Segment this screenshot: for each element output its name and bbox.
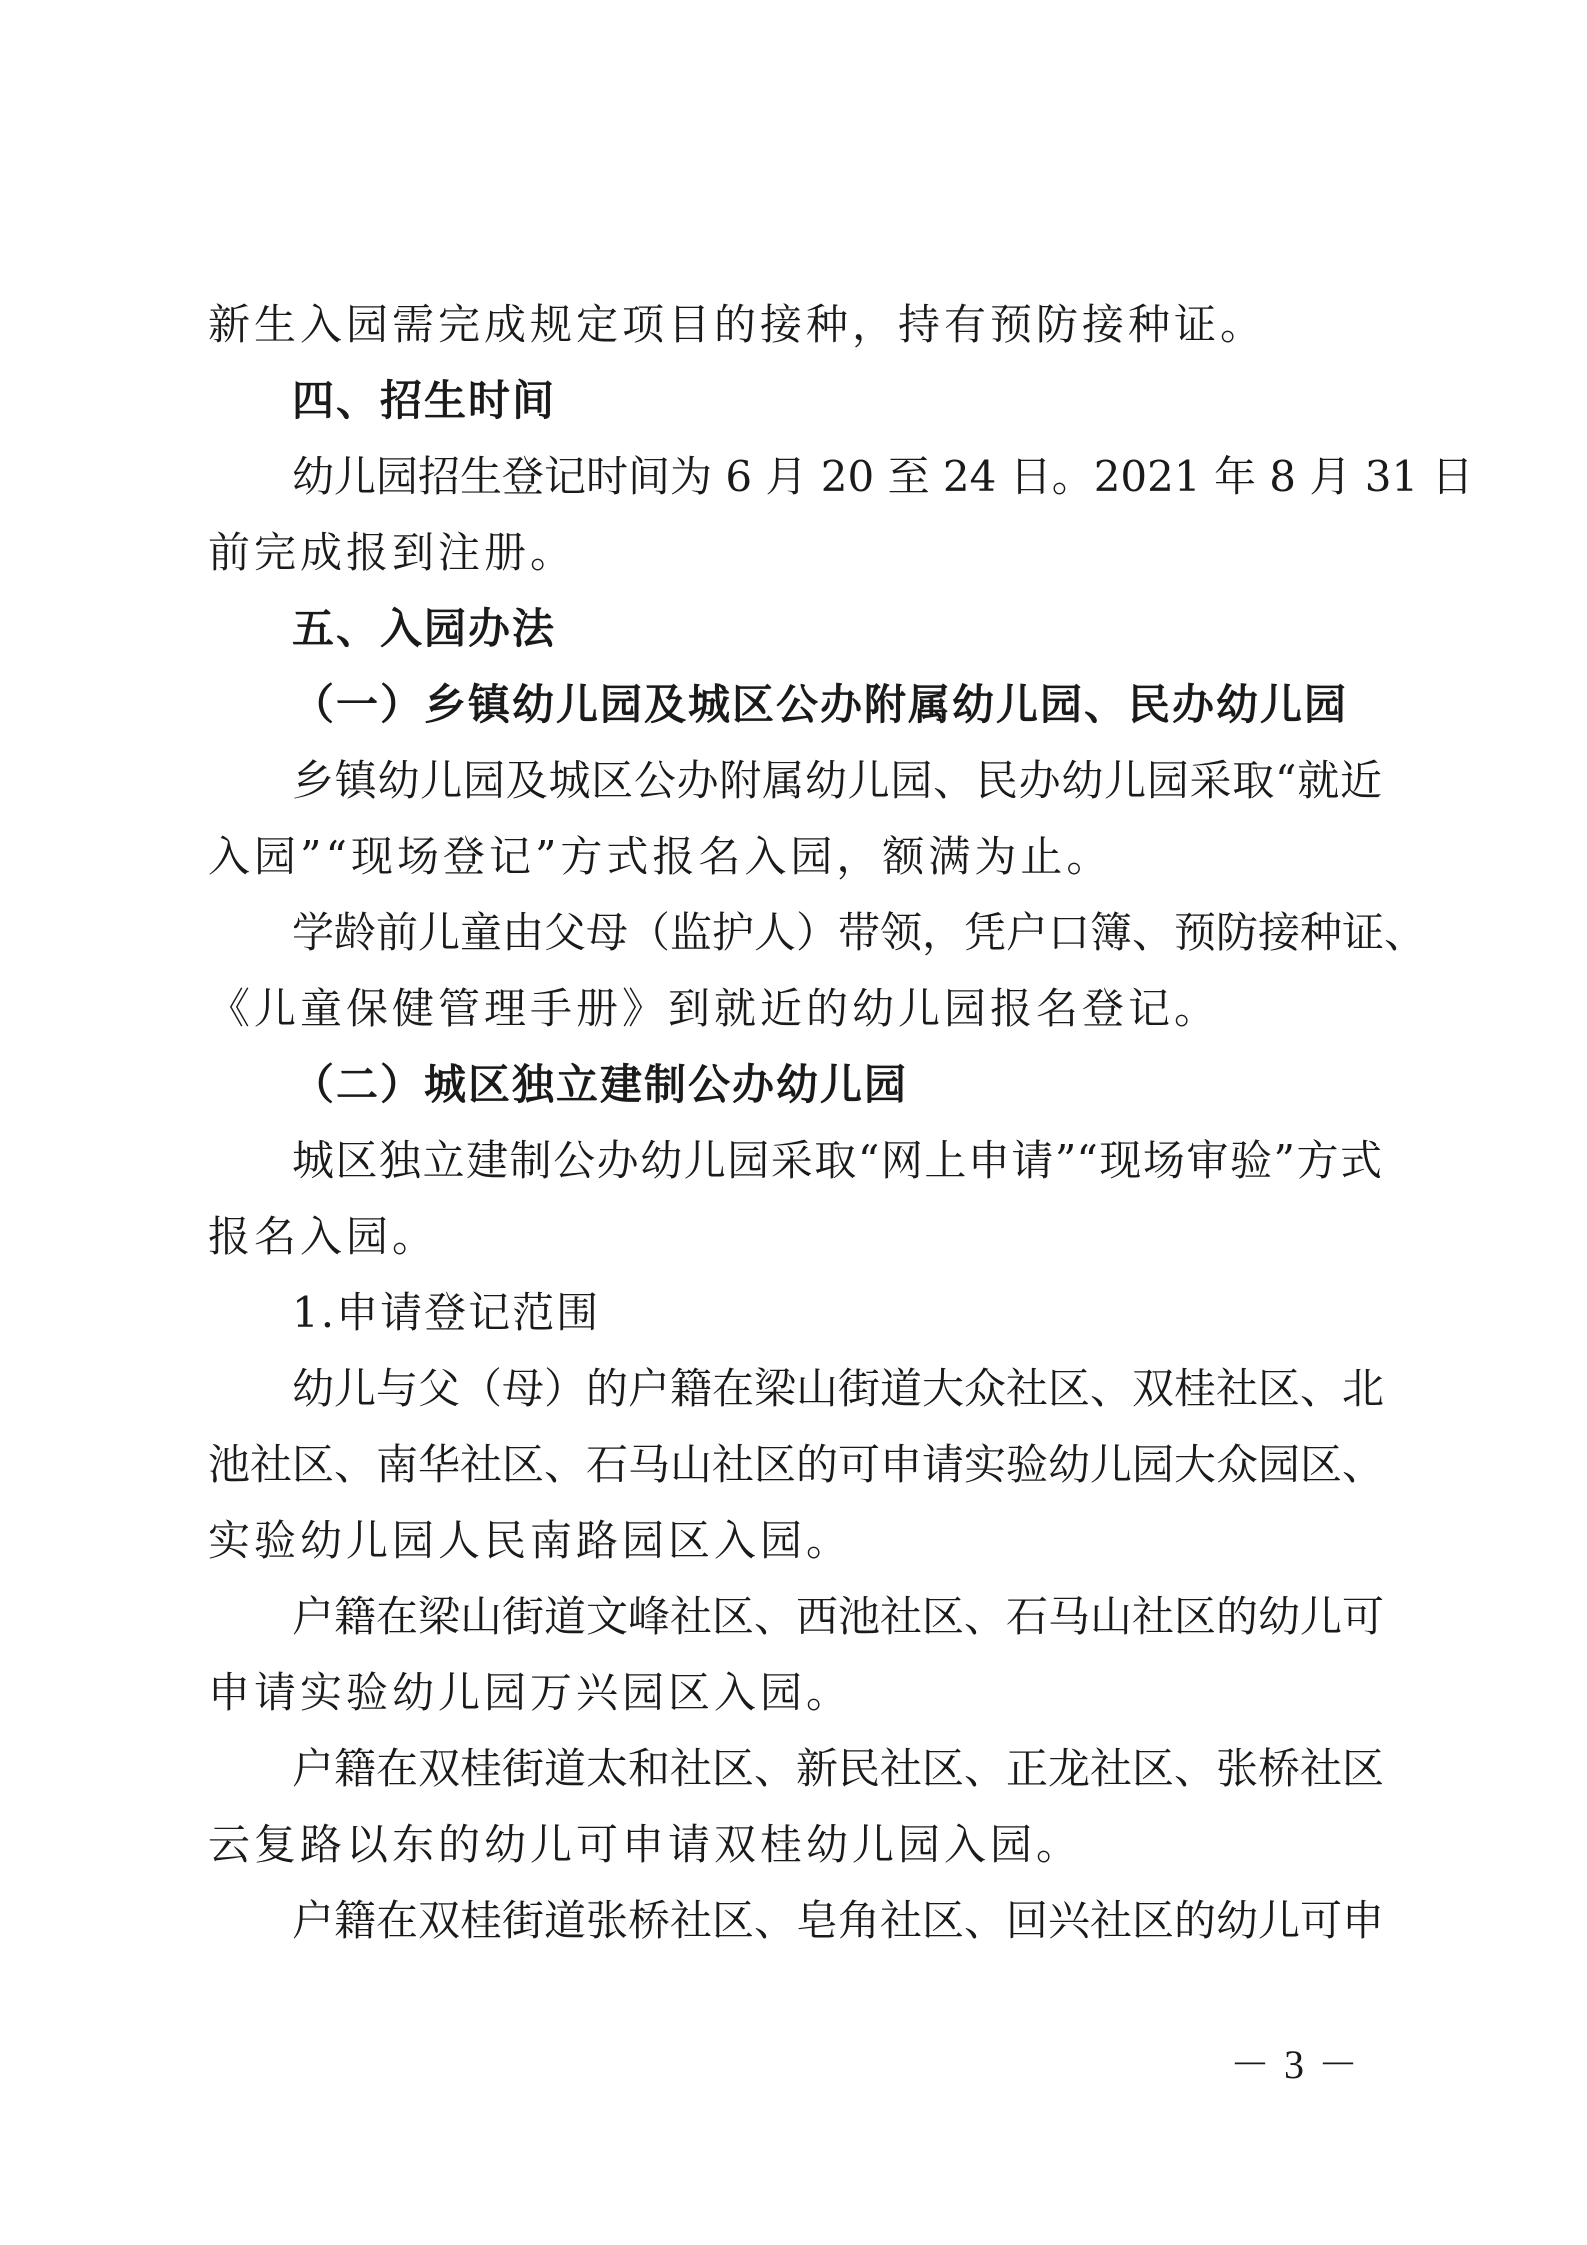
- paragraph-line: 《儿童保健管理手册》到就近的幼儿园报名登记。: [208, 984, 1221, 1033]
- subsection-heading-township: （一）乡镇幼儿园及城区公办附属幼儿园、民办幼儿园: [292, 680, 1349, 729]
- paragraph-line: 新生入园需完成规定项目的接种，持有预防接种证。: [208, 300, 1267, 349]
- paragraph-line: 实验幼儿园人民南路园区入园。: [208, 1516, 853, 1565]
- paragraph-line: 户籍在梁山街道文峰社区、西池社区、石马山社区的幼儿可: [292, 1592, 1385, 1641]
- paragraph-line: 云复路以东的幼儿可申请双桂幼儿园入园。: [208, 1820, 1083, 1869]
- paragraph-line: 入园”“现场登记”方式报名入园，额满为止。: [208, 832, 1113, 881]
- paragraph-line: 前完成报到注册。: [208, 528, 577, 577]
- paragraph-line: 报名入园。: [208, 1212, 439, 1261]
- item-heading-registration-scope: 1.申请登记范围: [292, 1288, 601, 1337]
- section-heading-admission-method: 五、入园办法: [292, 604, 557, 653]
- paragraph-line: 幼儿园招生登记时间为 6 月 20 至 24 日。2021 年 8 月 31 日: [292, 452, 1474, 501]
- paragraph-line: 户籍在双桂街道太和社区、新民社区、正龙社区、张桥社区: [292, 1744, 1385, 1793]
- paragraph-line: 户籍在双桂街道张桥社区、皂角社区、回兴社区的幼儿可申: [292, 1896, 1385, 1945]
- paragraph-line: 池社区、南华社区、石马山社区的可申请实验幼儿园大众园区、: [208, 1440, 1385, 1489]
- paragraph-line: 学龄前儿童由父母（监护人）带领，凭户口簿、预防接种证、: [292, 908, 1427, 957]
- paragraph-line: 幼儿与父（母）的户籍在梁山街道大众社区、双桂社区、北: [292, 1364, 1385, 1413]
- paragraph-line: 城区独立建制公办幼儿园采取“网上申请”“现场审验”方式: [292, 1136, 1382, 1185]
- paragraph-line: 乡镇幼儿园及城区公办附属幼儿园、民办幼儿园采取“就近: [292, 756, 1382, 805]
- subsection-heading-urban: （二）城区独立建制公办幼儿园: [292, 1060, 909, 1109]
- paragraph-line: 申请实验幼儿园万兴园区入园。: [208, 1668, 853, 1717]
- section-heading-enrollment-time: 四、招生时间: [292, 376, 557, 425]
- page-number: － 3 －: [1230, 2042, 1360, 2087]
